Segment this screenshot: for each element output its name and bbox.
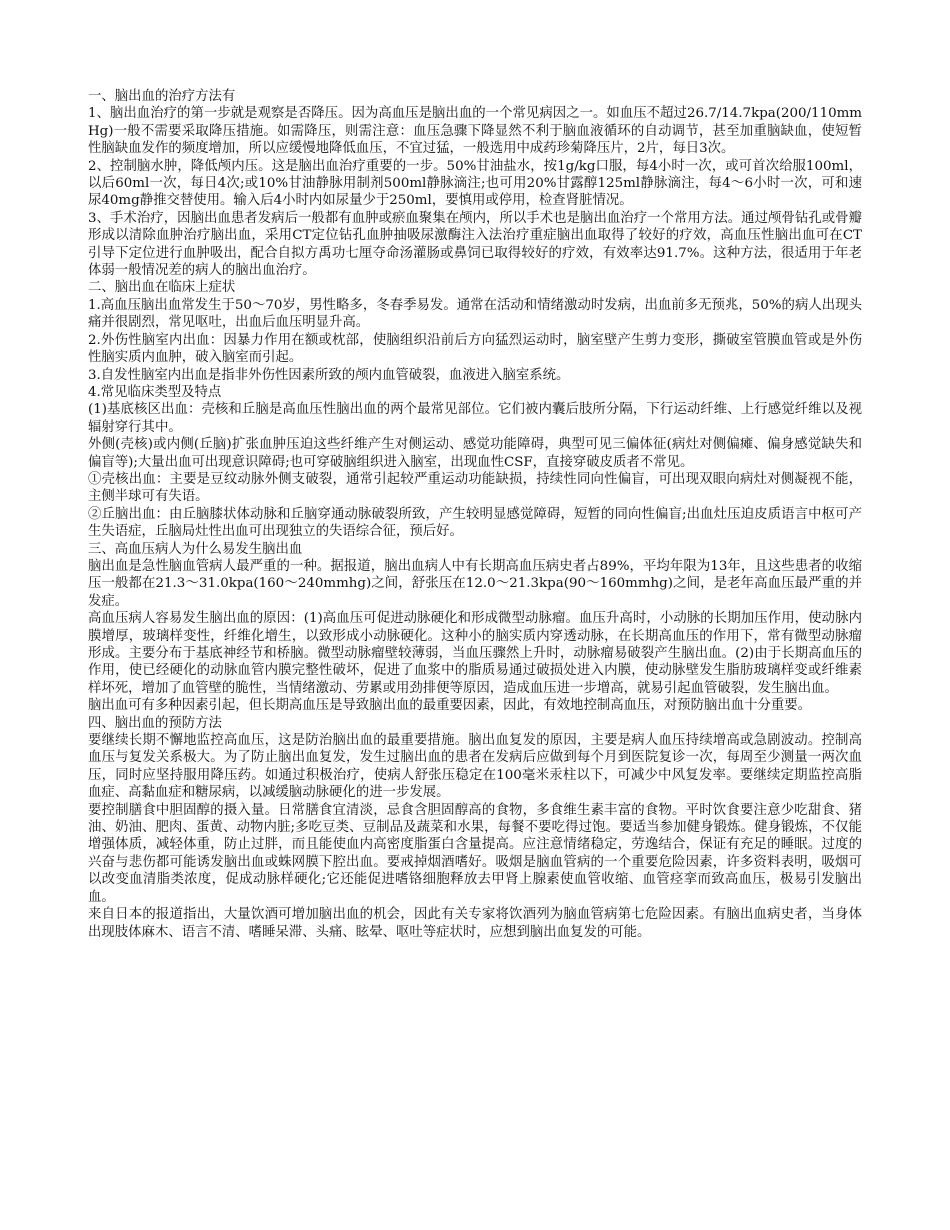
paragraph-treatment-step-2: 2、控制脑水肿，降低颅内压。这是脑出血治疗重要的一步。50%甘油盐水，按1g/kg口服，每4小时一次，或可首次给服100ml，以后60ml一次，每日4次;或10%甘油静脉用制剂500ml静脉滴注;也可用20%甘露醇125ml静脉滴注，每4～6小时一次，可和速尿40mg静推交替使用。输入后4小时内如尿量少于250ml，要慎用或停用，检查肾脏情况。 xyxy=(88,158,862,209)
paragraph-symptom-1: 1.高血压脑出血常发生于50～70岁，男性略多，冬春季易发。通常在活动和情绪激动时发病，出血前多无预兆，50%的病人出现头痛并很剧烈，常见呕吐，出血后血压明显升高。 xyxy=(88,297,862,331)
section-heading-prevention: 四、脑出血的预防方法 xyxy=(88,715,222,731)
paragraph-symptom-4-title: 4.常见临床类型及特点 xyxy=(88,384,222,400)
paragraph-causes-mechanism: 高血压病人容易发生脑出血的原因：(1)高血压可促进动脉硬化和形成微型动脉瘤。血压升高时，小动脉的长期加压作用，使动脉内膜增厚，玻璃样变性，纤维化增生，以致形成小动脉硬化。这种小的脑实质内穿透动脉，在长期高血压的作用下，常有微型动脉瘤形成。主要分布于基底神经节和桥脑。微型动脉瘤壁较薄弱，当血压骤然上升时，动脉瘤易破裂产生脑出血。(2)由于长期高血压的作用，使已经硬化的动脉血管内膜完整性破坏，促进了血浆中的脂质易通过破损处进入内膜，使动脉壁发生脂肪玻璃样变或纤维素样坏死，增加了血管壁的脆性，当情绪激动、劳累或用劲排便等原因，造成血压进一步增高，就易引起血管破裂，发生脑出血。 xyxy=(88,611,862,696)
paragraph-prevention-diet: 要控制膳食中胆固醇的摄入量。日常膳食宜清淡，忌食含胆固醇高的食物，多食维生素丰富的食物。平时饮食要注意少吃甜食、猪油、奶油、肥肉、蛋黄、动物内脏;多吃豆类、豆制品及蔬菜和水果，每餐不要吃得过饱。要适当参加健身锻炼。健身锻炼，不仅能增强体质，减轻体重，防止过胖，而且能使血内高密度脂蛋白含量提高。应注意情绪稳定，劳逸结合，保证有充足的睡眠。过度的兴奋与悲伤都可能诱发脑出血或蛛网膜下腔出血。要戒掉烟酒嗜好。吸烟是脑血管病的一个重要危险因素，许多资料表明，吸烟可以改变血清脂类浓度，促成动脉样硬化;它还能促进嗜铬细胞释放去甲肾上腺素使血管收缩、血管痉挛而致高血压，极易引发脑出血。 xyxy=(88,802,862,905)
paragraph-putamen-hemorrhage: ①壳核出血：主要是豆纹动脉外侧支破裂，通常引起较严重运动功能缺损，持续性同向性偏盲，可出现双眼向病灶对侧凝视不能，主侧半球可有失语。 xyxy=(88,471,862,505)
paragraph-treatment-step-3: 3、手术治疗，因脑出血患者发病后一般都有血肿或瘀血聚集在颅内，所以手术也是脑出血治疗一个常用方法。通过颅骨钻孔或骨瓣形成以清除血肿治疗脑出血，采用CT定位钻孔血肿抽吸尿激酶注入法治疗重症脑出血取得了较好的疗效，高血压性脑出血可在CT引导下定位进行血肿吸出，配合自拟方禹功七厘夺命汤灌肠或鼻饲已取得较好的疗效，有效率达91.7%。这种方法，很适用于年老体弱一般情况差的病人的脑出血治疗。 xyxy=(88,210,862,279)
paragraph-prevention-alcohol: 来自日本的报道指出，大量饮酒可增加脑出血的机会，因此有关专家将饮酒列为脑血管病第七危险因素。有脑出血病史者，当身体出现肢体麻木、语言不清、嗜睡呆滞、头痛、眩晕、呕吐等症状时，应想到脑出血复发的可能。 xyxy=(88,907,862,940)
paragraph-symptom-2: 2.外伤性脑室内出血：因暴力作用在额或枕部，使脑组织沿前后方向猛烈运动时，脑室壁产生剪力变形，撕破室管膜血管或是外伤性脑实质内血肿，破入脑室而引起。 xyxy=(88,332,862,366)
paragraph-hematoma-compression: 外侧(壳核)或内侧(丘脑)扩张血肿压迫这些纤维产生对侧运动、感觉功能障碍，典型可见三偏体征(病灶对侧偏瘫、偏身感觉缺失和偏盲等);大量出血可出现意识障碍;也可穿破脑组织进入脑室，出现血性CSF，直接穿破皮质者不常见。 xyxy=(88,437,862,470)
paragraph-causes-summary: 脑出血可有多种因素引起，但长期高血压是导致脑出血的最重要因素，因此，有效地控制高血压，对预防脑出血十分重要。 xyxy=(88,698,812,714)
paragraph-symptom-3: 3.自发性脑室内出血是指非外伤性因素所致的颅内血管破裂，血液进入脑室系统。 xyxy=(88,367,570,383)
paragraph-basal-ganglia: (1)基底核区出血：壳核和丘脑是高血压性脑出血的两个最常见部位。它们被内囊后肢所分隔，下行运动纤维、上行感觉纤维以及视辐射穿行其中。 xyxy=(88,402,862,435)
paragraph-treatment-step-1: 1、脑出血治疗的第一步就是观察是否降压。因为高血压是脑出血的一个常见病因之一。如血压不超过26.7/14.7kpa(200/110mmHg)一般不需要采取降压措施。如需降压，则需注意：血压急骤下降显然不利于脑血液循环的自动调节，甚至加重脑缺血，使短暂性脑缺血发作的频度增加，所以应缓慢地降低血压，不宜过猛，一般选用中成药珍菊降压片，2片，每日3次。 xyxy=(88,106,862,157)
paragraph-thalamic-hemorrhage: ②丘脑出血：由丘脑膝状体动脉和丘脑穿通动脉破裂所致，产生较明显感觉障碍，短暂的同向性偏盲;出血灶压迫皮质语言中枢可产生失语症，丘脑局灶性出血可出现独立的失语综合征，预后好。 xyxy=(88,506,862,540)
paragraph-prevention-monitoring: 要继续长期不懈地监控高血压，这是防治脑出血的最重要措施。脑出血复发的原因，主要是病人血压持续增高或急剧波动。控制高血压与复发关系极大。为了防止脑出血复发，发生过脑出血的患者在发病后应做到每个月到医院复诊一次，每周至少测量一两次血压，同时应坚持服用降压药。如通过积极治疗，使病人舒张压稳定在100毫米汞柱以下，可减少中风复发率。要继续定期监控高脂血症、高黏血症和糖尿病，以减缓脑动脉硬化的进一步发展。 xyxy=(88,733,862,801)
section-heading-treatment: 一、脑出血的治疗方法有 xyxy=(88,89,236,104)
paragraph-causes-statistics: 脑出血是急性脑血管病人最严重的一种。据报道，脑出血病人中有长期高血压病史者占89%，平均年限为13年，且这些患者的收缩压一般都在21.3～31.0kpa(160～240mmhg)之间，舒张压在12.0～21.3kpa(90～160mmhg)之间，是老年高血压最严重的并发症。 xyxy=(88,558,862,609)
section-heading-symptoms: 二、脑出血在临床上症状 xyxy=(88,280,236,296)
document-body xyxy=(88,88,862,941)
section-heading-causes: 三、高血压病人为什么易发生脑出血 xyxy=(88,541,303,557)
